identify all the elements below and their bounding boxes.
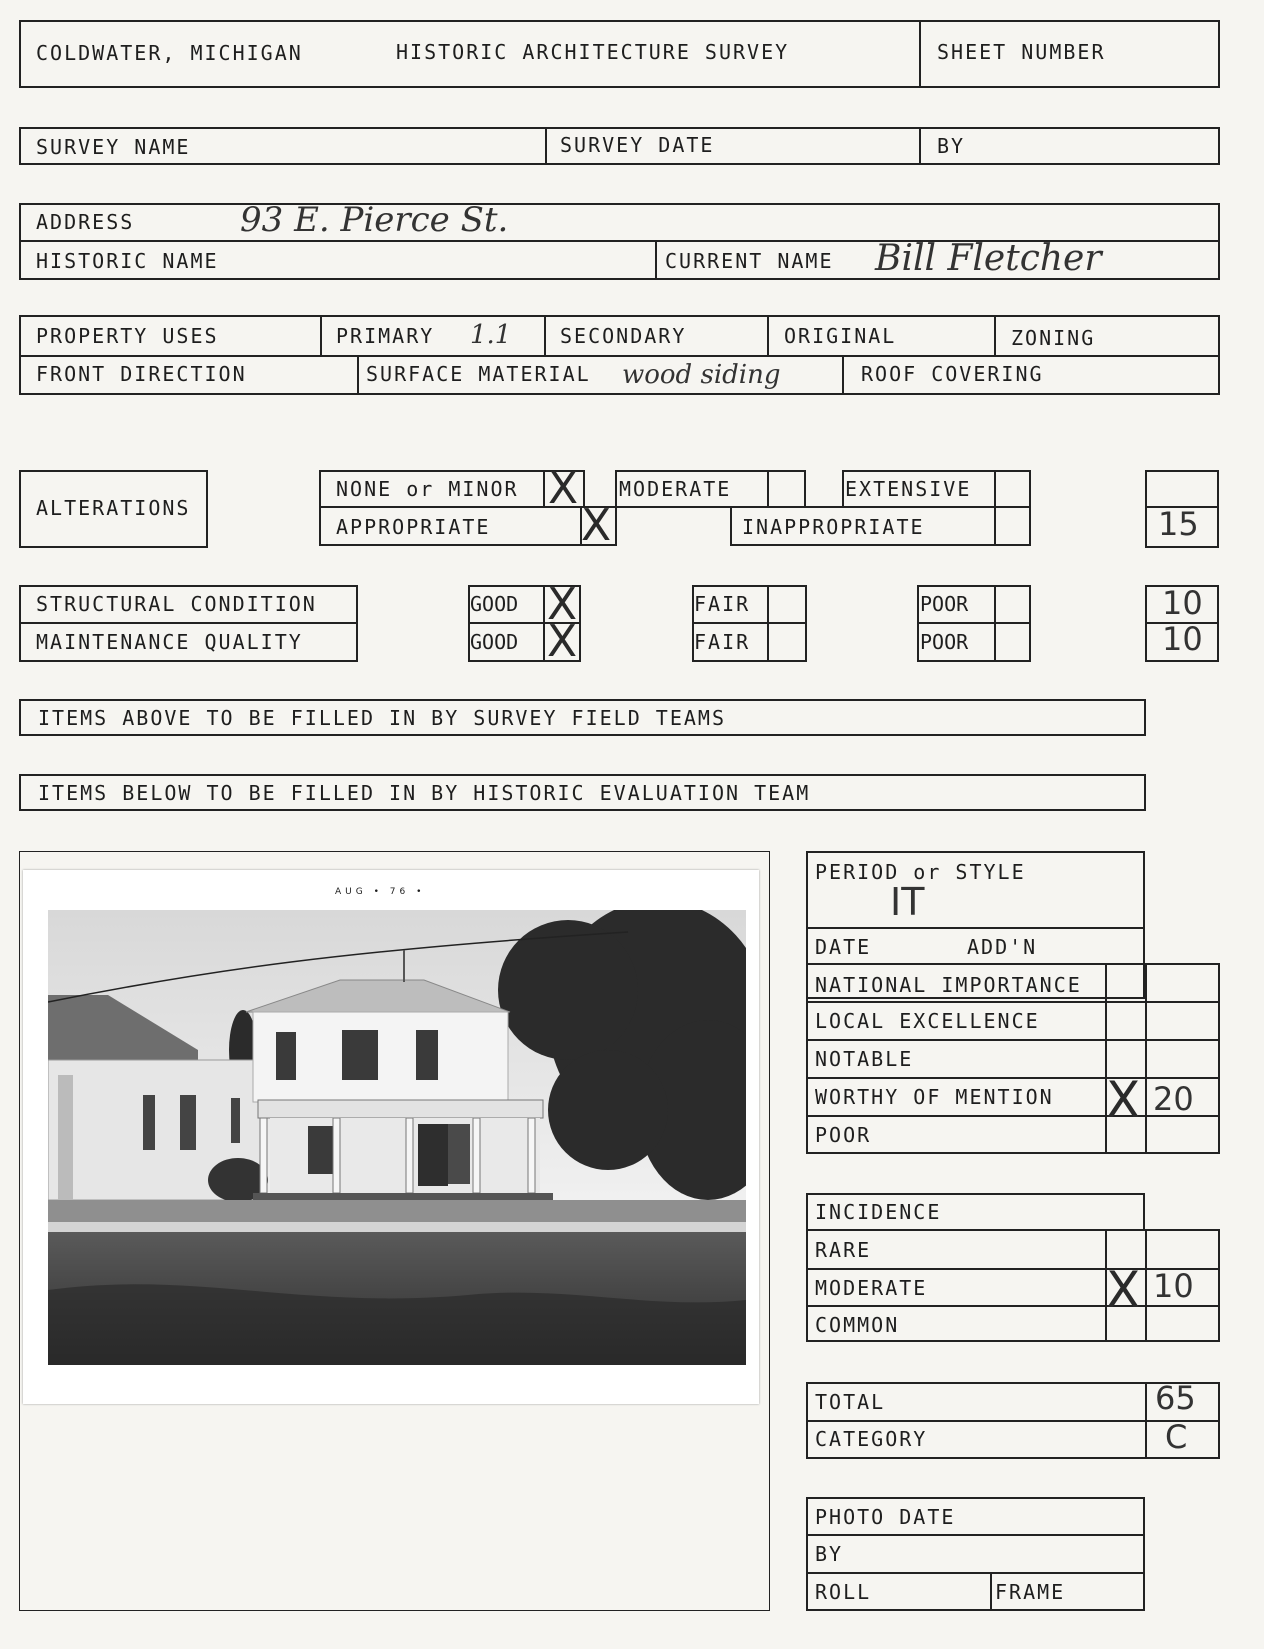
property-col-3	[767, 315, 769, 355]
header-title: HISTORIC ARCHITECTURE SURVEY	[396, 40, 790, 64]
poor-box-col	[994, 585, 996, 662]
surface-material-value: wood siding	[622, 360, 781, 390]
structural-good-check[interactable]: X	[547, 579, 578, 630]
historic-name-label: HISTORIC NAME	[36, 249, 219, 273]
property-row-divider	[19, 355, 1220, 357]
surface-material-label: SURFACE MATERIAL	[366, 362, 591, 386]
survey-divider-2	[919, 127, 921, 165]
category-value: C	[1165, 1418, 1188, 1456]
importance-row-3	[806, 1077, 1220, 1079]
moderate-label: MODERATE	[619, 477, 732, 501]
current-name-label: CURRENT NAME	[665, 249, 834, 273]
photo-info-row-1	[806, 1534, 1145, 1536]
header-divider	[919, 20, 921, 88]
structural-score: 10	[1162, 584, 1203, 622]
fair-box-col	[767, 585, 769, 662]
total-label: TOTAL	[815, 1390, 886, 1414]
appropriate-check[interactable]: X	[581, 500, 612, 551]
maintenance-good-label: GOOD	[470, 630, 519, 654]
zoning-label: ZONING	[1011, 326, 1096, 350]
address-col-divider	[655, 240, 657, 280]
rare-label: RARE	[815, 1238, 872, 1262]
extensive-divider	[994, 470, 996, 508]
alterations-label: ALTERATIONS	[36, 496, 191, 520]
photo-info-row-2	[806, 1572, 1145, 1574]
incidence-moderate-check[interactable]: X	[1106, 1261, 1141, 1319]
maintenance-score: 10	[1162, 620, 1203, 658]
maintenance-poor-label: POOR	[920, 630, 969, 654]
note-above: ITEMS ABOVE TO BE FILLED IN BY SURVEY FIELD TEAMS	[38, 706, 727, 730]
importance-row-2	[806, 1039, 1220, 1041]
national-importance-label: NATIONAL IMPORTANCE	[815, 973, 1082, 997]
photo-info-col	[990, 1572, 992, 1611]
importance-col-2	[1145, 963, 1147, 1154]
header-city: COLDWATER, MICHIGAN	[36, 41, 303, 65]
incidence-col-2	[1145, 1229, 1147, 1342]
photo-by-label: BY	[815, 1542, 844, 1566]
sheet-number-label: SHEET NUMBER	[937, 40, 1106, 64]
secondary-label: SECONDARY	[560, 324, 687, 348]
note-below: ITEMS BELOW TO BE FILLED IN BY HISTORIC EVALUATION TEAM	[38, 781, 811, 805]
structural-good-label: GOOD	[470, 592, 519, 616]
address-value: 93 E. Pierce St.	[240, 200, 509, 240]
none-minor-check[interactable]: X	[548, 463, 579, 514]
original-label: ORIGINAL	[784, 324, 897, 348]
property-col-6	[842, 355, 844, 395]
structural-fair-label: FAIR	[694, 592, 751, 616]
period-value: IT	[890, 880, 925, 924]
current-name-value: Bill Fletcher	[875, 238, 1102, 279]
property-uses-label: PROPERTY USES	[36, 324, 219, 348]
category-label: CATEGORY	[815, 1427, 928, 1451]
appropriate-label: APPROPRIATE	[336, 515, 491, 539]
survey-date-label: SURVEY DATE	[560, 133, 715, 157]
worthy-score: 20	[1153, 1080, 1194, 1118]
property-col-2	[544, 315, 546, 355]
maintenance-quality-label: MAINTENANCE QUALITY	[36, 630, 303, 654]
photo-stamp: AUG • 76 •	[335, 887, 426, 897]
address-label: ADDRESS	[36, 210, 135, 234]
none-minor-label: NONE or MINOR	[336, 477, 519, 501]
front-direction-label: FRONT DIRECTION	[36, 362, 247, 386]
property-col-1	[320, 315, 322, 355]
maintenance-fair-label: FAIR	[694, 630, 751, 654]
primary-label: PRIMARY	[336, 324, 435, 348]
alterations-score: 15	[1158, 505, 1199, 543]
date-label: DATE	[815, 935, 872, 959]
survey-divider-1	[545, 127, 547, 165]
incidence-moderate-label: MODERATE	[815, 1276, 928, 1300]
inappropriate-label: INAPPROPRIATE	[742, 515, 925, 539]
sidewalk	[48, 1222, 746, 1232]
incidence-label: INCIDENCE	[815, 1200, 942, 1224]
extensive-label: EXTENSIVE	[845, 477, 972, 501]
structural-poor-label: POOR	[920, 592, 969, 616]
photo-stamp-month: AUG	[335, 887, 367, 897]
period-label: PERIOD or STYLE	[815, 860, 1026, 884]
condition-label-divider	[19, 622, 358, 624]
worthy-check[interactable]: X	[1106, 1071, 1141, 1129]
inappropriate-divider	[994, 506, 996, 546]
local-excellence-label: LOCAL EXCELLENCE	[815, 1009, 1040, 1033]
none-minor-divider	[543, 470, 545, 508]
photo-date-label: PHOTO DATE	[815, 1505, 956, 1529]
notable-label: NOTABLE	[815, 1047, 914, 1071]
property-col-4	[994, 315, 996, 355]
frame-label: FRAME	[995, 1580, 1066, 1604]
worthy-of-mention-label: WORTHY OF MENTION	[815, 1085, 1054, 1109]
main-house	[246, 980, 553, 1212]
fair-box-divider	[692, 622, 807, 624]
good-box-col	[543, 585, 545, 662]
total-divider	[806, 1420, 1220, 1422]
roll-label: ROLL	[815, 1580, 872, 1604]
moderate-divider	[767, 470, 769, 508]
common-label: COMMON	[815, 1313, 900, 1337]
photo-stamp-year: 76	[389, 887, 410, 897]
addn-label: ADD'N	[967, 935, 1038, 959]
lawn	[48, 1200, 746, 1222]
structural-condition-label: STRUCTURAL CONDITION	[36, 592, 317, 616]
survey-by-label: BY	[937, 134, 966, 158]
primary-value: 1.1	[470, 320, 512, 350]
importance-row-1	[806, 1001, 1220, 1003]
maintenance-good-check[interactable]: X	[547, 616, 578, 667]
incidence-moderate-score: 10	[1153, 1267, 1194, 1305]
roof-covering-label: ROOF COVERING	[861, 362, 1044, 386]
evaluation-poor-label: POOR	[815, 1123, 872, 1147]
property-col-5	[357, 355, 359, 395]
period-divider	[806, 927, 1145, 929]
incidence-row-2	[806, 1305, 1220, 1307]
total-value: 65	[1155, 1379, 1196, 1417]
poor-box-divider	[917, 622, 1031, 624]
house-photo	[48, 910, 746, 1365]
survey-name-label: SURVEY NAME	[36, 135, 191, 159]
